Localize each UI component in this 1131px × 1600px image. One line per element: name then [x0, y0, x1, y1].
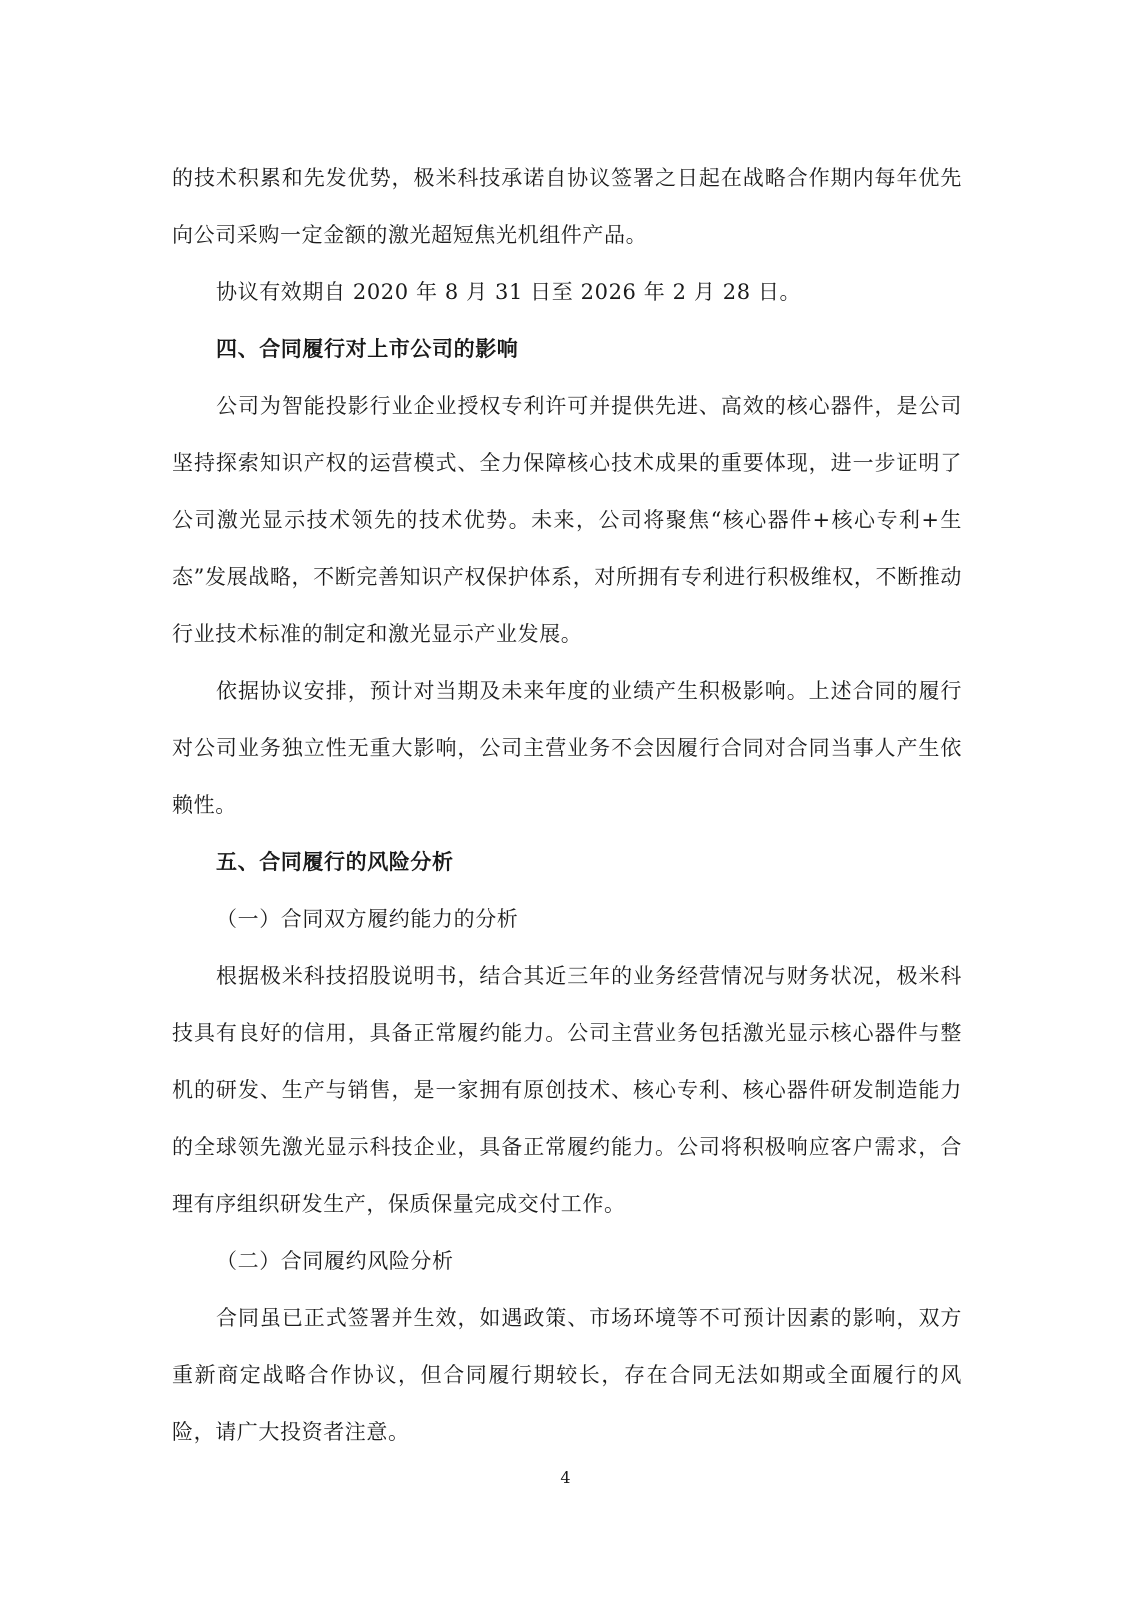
section-heading-risk: 五、合同履行的风险分析: [216, 850, 454, 874]
paragraph-capability: 根据极米科技招股说明书，结合其近三年的业务经营情况与财务状况，极米科技具有良好的信用，具备正常履约能力。公司主营业务包括激光显示核心器件与整机的研发、生产与销售，是一家拥有原创技术、核心专利、核心器件研发制造能力的全球领先激光显示科技企业，具备正常履约能力。公司将积极响应客户需求，合理有序组织研发生产，保质保量完成交付工作。: [172, 964, 962, 1216]
subsection-heading-risk-analysis: （二）合同履约风险分析: [216, 1249, 454, 1273]
section-heading-impact: 四、合同履行对上市公司的影响: [216, 337, 519, 361]
paragraph-continued: 的技术积累和先发优势，极米科技承诺自协议签署之日起在战略合作期内每年优先向公司采购一定金额的激光超短焦光机组件产品。: [172, 166, 962, 247]
paragraph-risk-analysis: 合同虽已正式签署并生效，如遇政策、市场环境等不可预计因素的影响，双方重新商定战略合作协议，但合同履行期较长，存在合同无法如期或全面履行的风险，请广大投资者注意。: [172, 1306, 962, 1444]
page-number: 4: [560, 1468, 571, 1487]
paragraph-impact-performance: 依据协议安排，预计对当期及未来年度的业绩产生积极影响。上述合同的履行对公司业务独立性无重大影响，公司主营业务不会因履行合同对合同当事人产生依赖性。: [172, 679, 962, 817]
paragraph-impact-strategy: 公司为智能投影行业企业授权专利许可并提供先进、高效的核心器件，是公司坚持探索知识产权的运营模式、全力保障核心技术成果的重要体现，进一步证明了公司激光显示技术领先的技术优势。未来，公司将聚焦“核心器件+核心专利+生态”发展战略，不断完善知识产权保护体系，对所拥有专利进行积极维权，不断推动行业技术标准的制定和激光显示产业发展。: [172, 394, 962, 646]
document-body: [172, 150, 962, 1461]
paragraph-validity: 协议有效期自 2020 年 8 月 31 日至 2026 年 2 月 28 日。: [216, 280, 802, 304]
subsection-heading-capability: （一）合同双方履约能力的分析: [216, 907, 519, 931]
